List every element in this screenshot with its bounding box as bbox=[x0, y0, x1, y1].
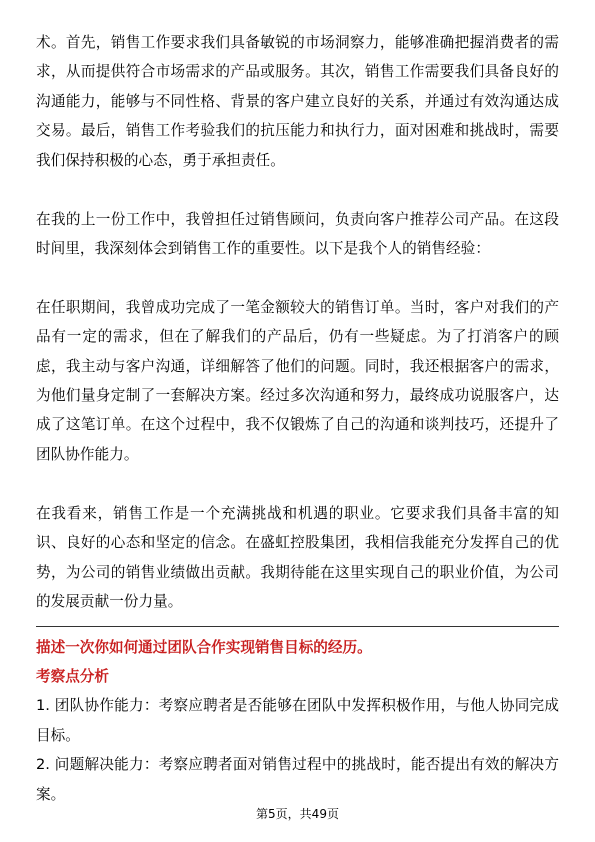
paragraph-intro-continuation: 术。首先，销售工作要求我们具备敏锐的市场洞察力，能够准确把握消费者的需求，从而提供符合市场需求的产品或服务。其次，销售工作需要我们具备良好的沟通能力，能够与不同性格、背景的客户建立良好的关系，并通过有效沟通达成交易。最后，销售工作考验我们的抗压能力和执行力，面对困难和挑战时，需要我们保持积极的心态，勇于承担责任。 bbox=[36, 34, 559, 169]
document-body bbox=[36, 28, 559, 809]
paragraph-previous-job: 在我的上一份工作中，我曾担任过销售顾问，负责向客户推荐公司产品。在这段时间里，我深刻体会到销售工作的重要性。以下是我个人的销售经验： bbox=[36, 210, 559, 257]
analysis-point-problem-solving: 2. 问题解决能力：考察应聘者面对销售过程中的挑战时，能否提出有效的解决方案。 bbox=[36, 756, 559, 803]
analysis-point-teamwork: 1. 团队协作能力：考察应聘者是否能够在团队中发挥积极作用，与他人协同完成目标。 bbox=[36, 697, 559, 744]
page-number: 第5页，共49页 bbox=[256, 807, 339, 821]
interview-question: 描述一次你如何通过团队合作实现销售目标的经历。 bbox=[36, 639, 372, 657]
paragraph-conclusion: 在我看来，销售工作是一个充满挑战和机遇的职业。它要求我们具备丰富的知识、良好的心态和坚定的信念。在盛虹控股集团，我相信我能充分发挥自己的优势，为公司的销售业绩做出贡献。我期待能在这里实现自己的职业价值，为公司的发展贡献一份力量。 bbox=[36, 504, 559, 610]
analysis-heading: 考察点分析 bbox=[36, 668, 109, 686]
section-divider bbox=[36, 626, 559, 627]
paragraph-sales-experience: 在任职期间，我曾成功完成了一笔金额较大的销售订单。当时，客户对我们的产品有一定的需求，但在了解我们的产品后，仍有一些疑虑。为了打消客户的顾虑，我主动与客户沟通，详细解答了他们的问题。同时，我还根据客户的需求，为他们量身定制了一套解决方案。经过多次沟通和努力，最终成功说服客户，达成了这笔订单。在这个过程中，我不仅锻炼了自己的沟通和谈判技巧，还提升了团队协作能力。 bbox=[36, 298, 559, 463]
